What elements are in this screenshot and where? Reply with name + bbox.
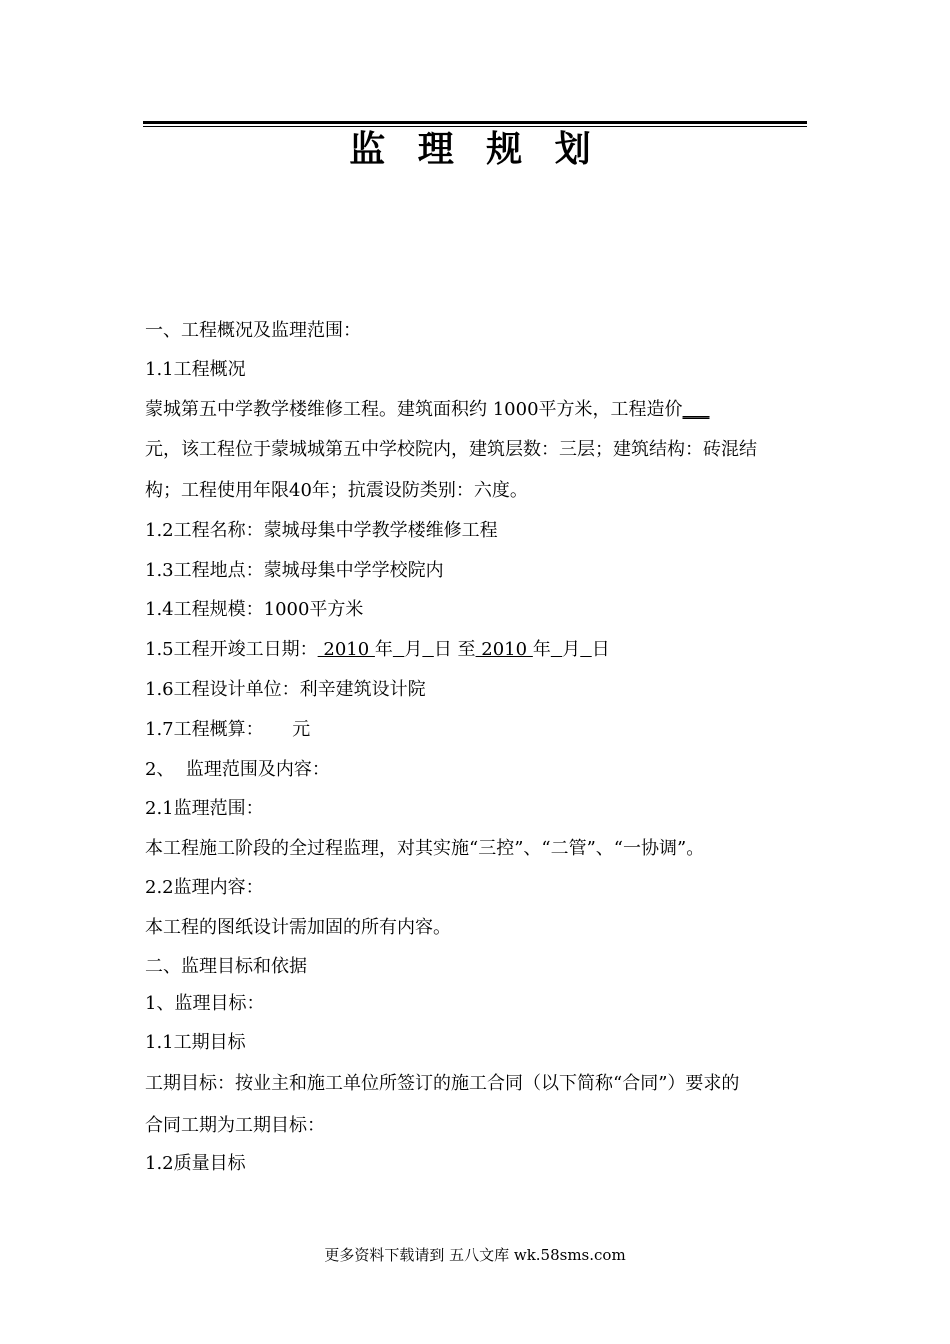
subheading-goals: 1、监理目标： (145, 993, 265, 1014)
end-year: 2010 (475, 639, 533, 660)
subheading-2-1: 2.1监理范围： (145, 798, 264, 819)
project-name: 1.2工程名称：蒙城母集中学教学楼维修工程 (145, 520, 498, 541)
end-day-unit: 日 (591, 639, 610, 660)
end-day-blank (580, 639, 591, 660)
section-heading-1: 一、工程概况及监理范围： (145, 320, 361, 341)
cost-blank: ___ (682, 399, 710, 420)
paragraph-schedule-line-2: 合同工期为工期目标： (145, 1115, 325, 1136)
end-month-unit: 月 (562, 639, 581, 660)
document-title: 监 理 规 划 (349, 129, 601, 170)
section-heading-goals: 二、监理目标和依据 (145, 956, 307, 977)
end-year-unit: 年 (532, 639, 551, 660)
paragraph-overview-line-2: 元，该工程位于蒙城城第五中学校院内，建筑层数：三层；建筑结构：砖混结 (145, 439, 757, 460)
subheading-quality-goal: 1.2质量目标 (145, 1153, 246, 1174)
subheading-2-2: 2.2监理内容： (145, 877, 264, 898)
start-day-blank (422, 639, 433, 660)
start-year: 2010 (317, 639, 375, 660)
start-month-unit: 月 (404, 639, 423, 660)
end-month-blank (551, 639, 562, 660)
start-month-blank (393, 639, 404, 660)
project-scale: 1.4工程规模：1000平方米 (145, 599, 364, 620)
subheading-schedule-goal: 1.1工期目标 (145, 1032, 246, 1053)
budget: 1.7工程概算： 元 (145, 719, 311, 740)
subheading-1-1: 1.1工程概况 (145, 359, 246, 380)
paragraph-content: 本工程的图纸设计需加固的所有内容。 (145, 917, 451, 938)
title-rule-thin (143, 126, 807, 127)
section-heading-2: 2、 监理范围及内容： (145, 759, 330, 780)
overview-area-number: 1000 (487, 399, 539, 420)
start-year-unit: 年 (374, 639, 393, 660)
dates-prefix: 1.5工程开竣工日期： (145, 639, 318, 660)
overview-text-b: 平方米，工程造价 (538, 399, 683, 420)
overview-text-a: 蒙城第五中学教学楼维修工程。建筑面积约 (145, 399, 487, 420)
paragraph-overview-line-1 (145, 398, 815, 422)
paragraph-overview-line-3: 构；工程使用年限40年；抗震设防类别：六度。 (145, 480, 528, 501)
title-rule-thick (143, 121, 807, 124)
start-day-unit: 日 至 (433, 639, 476, 660)
project-dates (145, 638, 815, 662)
design-unit: 1.6工程设计单位：利辛建筑设计院 (145, 679, 426, 700)
project-location: 1.3工程地点：蒙城母集中学学校院内 (145, 560, 444, 581)
page-footer: 更多资料下载请到 五八文库 wk.58sms.com (324, 1246, 626, 1264)
paragraph-schedule-line-1: 工期目标：按业主和施工单位所签订的施工合同（以下简称“合同”）要求的 (145, 1073, 740, 1094)
paragraph-scope: 本工程施工阶段的全过程监理，对其实施“三控”、“二管”、“一协调”。 (145, 838, 705, 859)
